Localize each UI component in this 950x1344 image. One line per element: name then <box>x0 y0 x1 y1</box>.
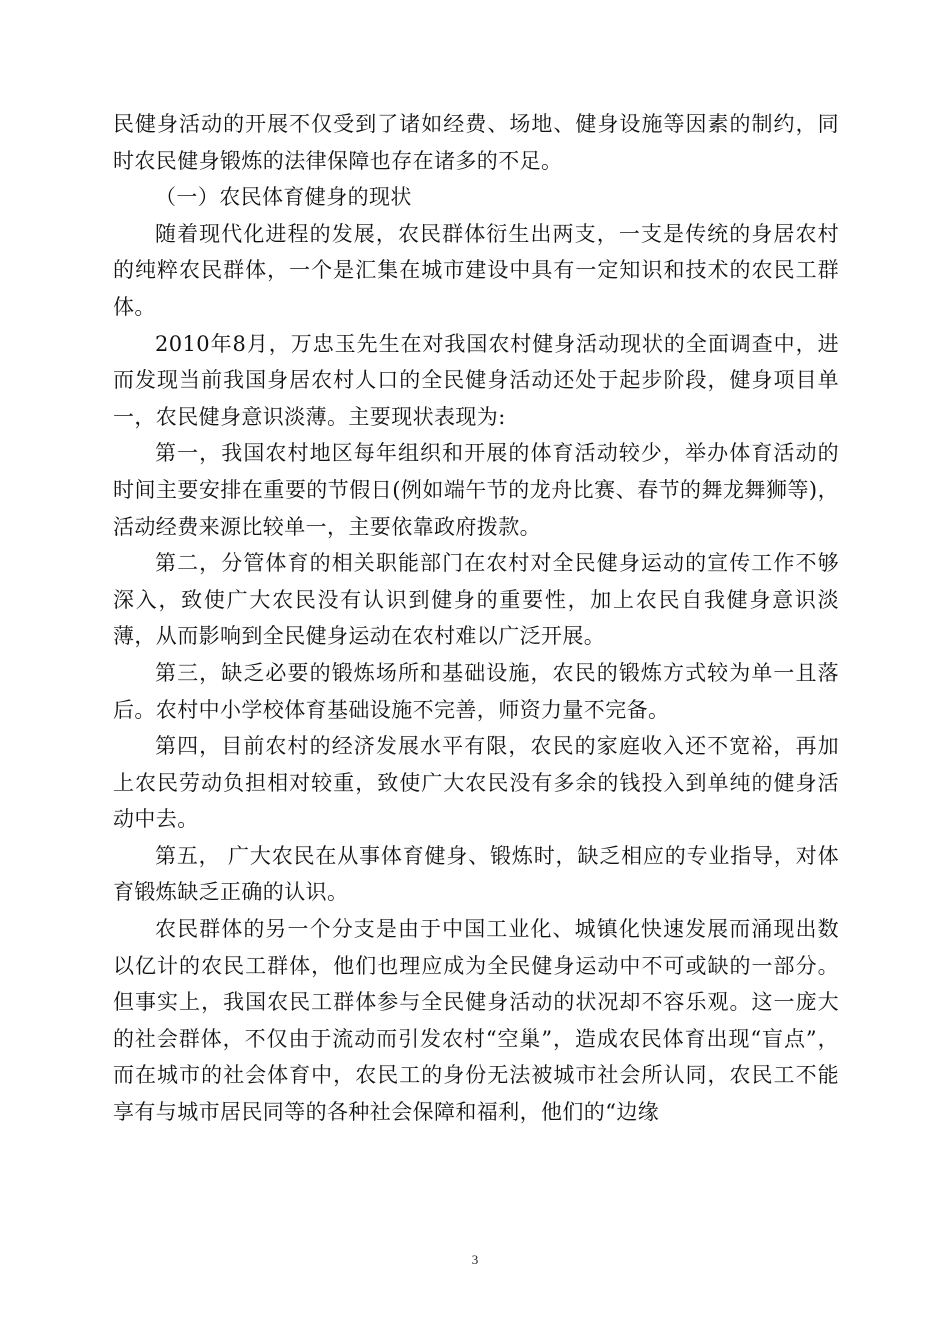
paragraph-migrant-workers: 农民群体的另一个分支是由于中国工业化、城镇化快速发展而涌现出数以亿计的农民工群体，他们也理应成为全民健身运动中不可或缺的一部分。但事实上，我国农民工群体参与全民健身活动的状况却不容乐观。这一庞大的社会群体，不仅由于流动而引发农村“空巢”，造成农民体育出现“盲点”，而在城市的社会体育中，农民工的身份无法被城市社会所认同，农民工不能享有与城市居民同等的各种社会保障和福利，他们的“边缘 <box>113 917 839 1125</box>
paragraph-first-point: 第一，我国农村地区每年组织和开展的体育活动较少，举办体育活动的时间主要安排在重要的节假日(例如端午节的龙舟比赛、春节的舞龙舞狮等)，活动经费来源比较单一，主要依靠政府拨款。 <box>113 441 839 539</box>
paragraph-fifth-point: 第五， 广大农民在从事体育健身、锻炼时，缺乏相应的专业指导，对体育锻炼缺乏正确的认识。 <box>113 843 839 905</box>
section-heading: （一）农民体育健身的现状 <box>155 185 412 210</box>
paragraph-second-point: 第二，分管体育的相关职能部门在农村对全民健身运动的宣传工作不够深入，致使广大农民没有认识到健身的重要性，加上农民自我健身意识淡薄，从而影响到全民健身运动在农村难以广泛开展。 <box>113 551 839 649</box>
paragraph-third-point: 第三，缺乏必要的锻炼场所和基础设施，农民的锻炼方式较为单一且落后。农村中小学校体育基础设施不完善，师资力量不完备。 <box>113 660 839 722</box>
paragraph-survey: 2010年8月，万忠玉先生在对我国农村健身活动现状的全面调查中，进而发现当前我国身居农村人口的全民健身活动还处于起步阶段，健身项目单一，农民健身意识淡薄。主要现状表现为: <box>113 331 839 429</box>
paragraph-two-groups: 随着现代化进程的发展，农民群体衍生出两支，一支是传统的身居农村的纯粹农民群体，一个是汇集在城市建设中具有一定知识和技术的农民工群体。 <box>113 221 839 319</box>
document-body <box>113 106 839 1131</box>
page-number: 3 <box>471 1252 479 1267</box>
paragraph-fourth-point: 第四，目前农村的经济发展水平有限，农民的家庭收入还不宽裕，再加上农民劳动负担相对较重，致使广大农民没有多余的钱投入到单纯的健身活动中去。 <box>113 734 839 832</box>
paragraph-continued: 民健身活动的开展不仅受到了诸如经费、场地、健身设施等因素的制约，同时农民健身锻炼的法律保障也存在诸多的不足。 <box>113 112 839 173</box>
